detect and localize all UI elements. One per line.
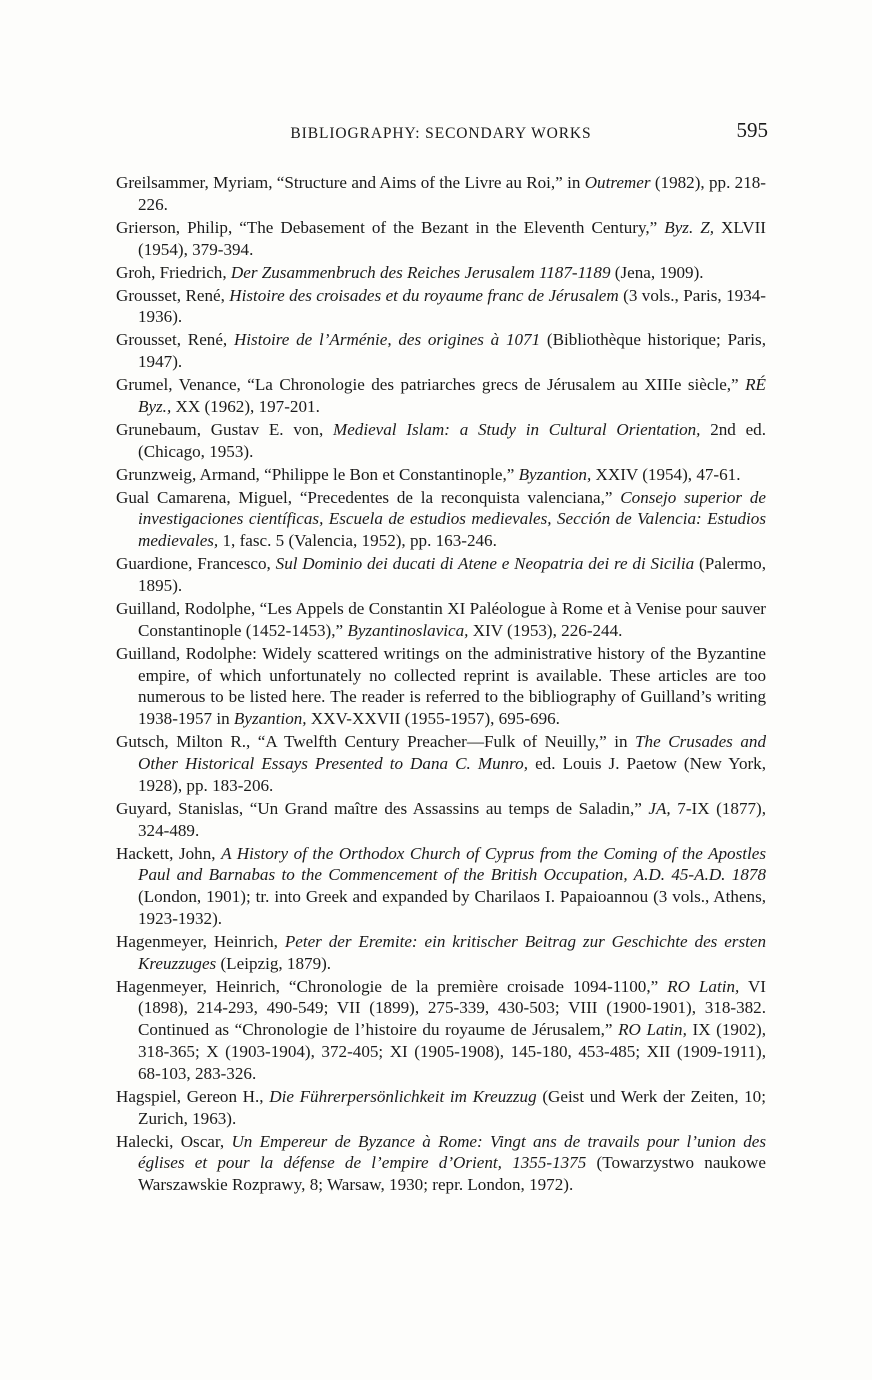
entry-text: Greilsammer, Myriam, “Structure and Aims of the Livre au Roi,” in (116, 173, 585, 192)
entry-text: ed. Louis J. Paetow (New York, 1928), pp. 183-206. (138, 753, 766, 795)
bibliography-entry (116, 976, 766, 1085)
entry-text: 1, fasc. 5 (Valencia, 1952), pp. 163-246. (218, 531, 497, 551)
entry-text: (Bibliothèque historique; Paris, 1947). (138, 330, 766, 372)
page-header (114, 118, 768, 148)
entry-title-italic: Histoire des croisades et du royaume franc de Jérusalem (229, 285, 619, 305)
entry-text: Grousset, René, (116, 285, 230, 305)
entry-text: (Geist und Werk der Zeiten, 10; Zurich, 1963). (138, 1086, 766, 1128)
entry-text: (3 vols., Paris, 1934-1936). (138, 285, 766, 327)
entry-text: Grousset, René, (116, 330, 234, 350)
entry-text: Hagspiel, Gereon H., (116, 1086, 270, 1106)
bibliography-entry (116, 172, 766, 216)
bibliography-entry (116, 374, 766, 418)
entry-text: XXIV (1954), 47-61. (591, 464, 741, 484)
entry-title-italic: Byzantion, (233, 709, 307, 729)
entry-text: Gutsch, Milton R., “A Twelfth Century Preacher—Fulk of Neuilly,” in (116, 732, 636, 752)
entry-text: (Palermo, 1895). (138, 554, 766, 596)
entry-text: (Leipzig, 1879). (216, 953, 332, 973)
entry-text: IX (1902), 318-365; X (1903-1904), 372-405; XI (1905-1908), 145-180, 453-485; XII (1909-1911), 68-103, 283-326. (138, 1020, 766, 1083)
entry-title-italic: RO Latin, (667, 976, 740, 996)
entry-title-italic: Peter der Eremite: ein kritischer Beitrag zur Geschichte des ersten Kreuzzuges (138, 931, 766, 973)
entry-text: (Towarzystwo naukowe Warszawskie Rozprawy, 8; Warsaw, 1930; repr. London, 1972). (138, 1153, 766, 1195)
entry-title-italic: Der Zusammenbruch des Reiches Jerusalem 1187-1189 (230, 262, 611, 282)
entry-text: Hagenmeyer, Heinrich, “Chronologie de la première croisade 1094-1100,” (116, 976, 668, 996)
entry-title-italic: Histoire de l’Arménie, des origines à 1071 (233, 330, 541, 350)
bibliography-entry (116, 419, 766, 463)
entry-title-italic: JA, (648, 798, 671, 818)
entry-text: XLVII (1954), 379-394. (138, 217, 766, 259)
entry-text: VI (1898), 214-293, 490-549; VII (1899), 275-339, 430-503; VIII (1900-1901), 318-382. Continued as “Chronologie de l’histoire du royaume de Jérusalem,” (138, 976, 766, 1040)
entry-text: Gual Camarena, Miguel, “Precedentes de la reconquista valenciana,” (116, 487, 621, 507)
entry-title-italic: Un Empereur de Byzance à Rome: Vingt ans de travails pour l’union des églises et pour la défense de l’empire d’Orient, 1355-1375 (138, 1131, 766, 1173)
entry-title-italic: Byzantinoslavica, (347, 620, 469, 640)
bibliography-entry (116, 843, 766, 930)
bibliography-entry (116, 217, 766, 261)
entry-title-italic: Outremer (584, 173, 651, 192)
bibliography-entry (116, 1086, 766, 1130)
bibliography-entry (116, 262, 766, 284)
bibliography-entry (116, 464, 766, 486)
entry-text: XIV (1953), 226-244. (468, 620, 623, 640)
entry-text: Guilland, Rodolphe: Widely scattered writings on the administrative history of the Byzantine empire, of which unfortunately no collected reprint is available. These articles are too numerous to be listed here. The reader is referred to the bibliography of Guilland’s writing 1938-1957 in (116, 643, 766, 729)
entry-title-italic: RÉ Byz., (138, 375, 766, 416)
entry-text: Hackett, John, (116, 843, 222, 863)
entry-text: 7-IX (1877), 324-489. (138, 798, 767, 840)
entry-text: Groh, Friedrich, (116, 262, 231, 282)
bibliography-entry (116, 487, 766, 552)
entry-text: Grumel, Venance, “La Chronologie des patriarches grecs de Jérusalem au XIIIe siècle,” (116, 375, 746, 395)
entry-text: Grierson, Philip, “The Debasement of the Bezant in the Eleventh Century,” (116, 217, 665, 237)
entry-text: Grunebaum, Gustav E. von, (116, 419, 333, 439)
page-number: 595 (736, 118, 768, 142)
entry-text: (Jena, 1909). (610, 262, 704, 282)
entry-title-italic: Byzantion, (518, 464, 592, 484)
entry-text: Guardione, Francesco, (116, 554, 276, 574)
entry-text: Hagenmeyer, Heinrich, (116, 931, 285, 951)
bibliography-entry (116, 798, 766, 842)
bibliography-entry (116, 553, 766, 597)
bibliography-entry (116, 643, 766, 730)
entry-title-italic: A History of the Orthodox Church of Cyprus from the Coming of the Apostles Paul and Barnabas to the Commencement of the British Occupation, A.D. 45-A.D. 1878 (138, 843, 766, 885)
entry-text: (1982), pp. 218-226. (138, 173, 766, 214)
entry-text: XX (1962), 197-201. (171, 396, 320, 416)
bibliography-entries (116, 172, 766, 1197)
bibliography-entry (116, 931, 766, 975)
entry-text: 2nd ed. (Chicago, 1953). (138, 419, 766, 461)
running-head: BIBLIOGRAPHY: SECONDARY WORKS (290, 125, 592, 142)
entry-text: (London, 1901); tr. into Greek and expanded by Charilaos I. Papaioannou (3 vols., Athens, 1923-1932). (138, 887, 766, 928)
entry-text: Halecki, Oscar, (116, 1131, 232, 1151)
entry-title-italic: Sul Dominio dei ducati di Atene e Neopatria dei re di Sicilia (275, 554, 695, 574)
entry-title-italic: Medieval Islam: a Study in Cultural Orientation, (332, 419, 701, 439)
entry-text: Guilland, Rodolphe, “Les Appels de Constantin XI Paléologue à Rome et à Venise pour sauver Constantinople (1452-1453),” (116, 599, 766, 640)
bibliography-entry (116, 329, 766, 373)
bibliography-entry (116, 598, 766, 642)
entry-title-italic: Byz. Z, (664, 217, 715, 237)
entry-title-italic: Die Führerpersönlichkeit im Kreuzzug (269, 1086, 537, 1106)
entry-title-italic: RO Latin, (618, 1020, 687, 1040)
bibliography-entry (116, 731, 766, 796)
entry-title-italic: Consejo superior de investigaciones científicas, Escuela de estudios medievales, Sección de Valencia: Estudios medievales, (138, 487, 766, 551)
entry-text: Grunzweig, Armand, “Philippe le Bon et Constantinople,” (116, 464, 519, 484)
bibliography-entry (116, 1131, 766, 1196)
entry-text: Guyard, Stanislas, “Un Grand maître des Assassins au temps de Saladin,” (116, 798, 649, 818)
bibliography-entry (116, 285, 766, 329)
entry-title-italic: The Crusades and Other Historical Essays Presented to Dana C. Munro, (138, 732, 766, 773)
entry-text: XXV-XXVII (1955-1957), 695-696. (306, 709, 560, 729)
